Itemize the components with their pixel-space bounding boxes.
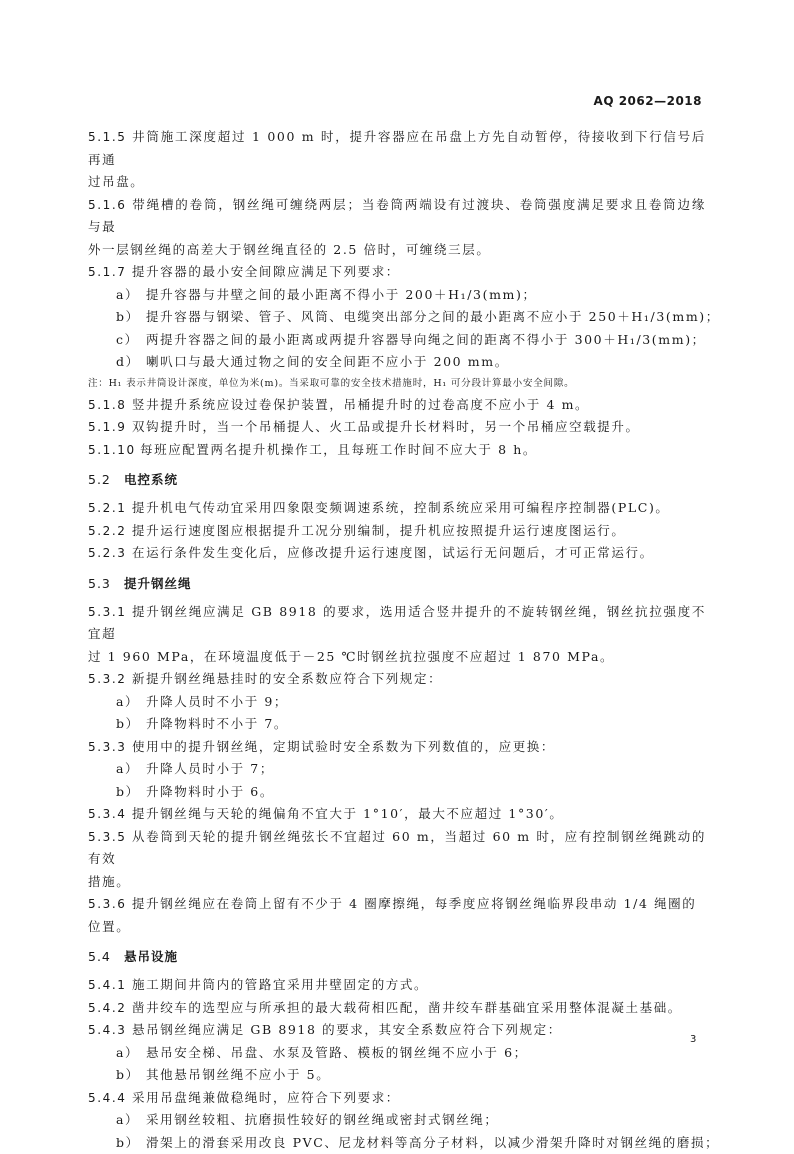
clause-number: 5.2.2	[88, 520, 132, 543]
list-item-text: 两提升容器之间的最小距离或两提升容器导向绳之间的距离不得小于 300＋H₁/3(mm)；	[146, 332, 706, 347]
list-item	[88, 1042, 706, 1065]
list-item-text: 升降物料时不小于 7。	[146, 716, 288, 731]
list-marker: b）	[116, 1132, 146, 1154]
clause-5-3-4	[88, 803, 706, 826]
list-item	[88, 1132, 706, 1154]
clause-number: 5.1.10	[88, 439, 140, 462]
clause-5-1-5	[88, 126, 706, 171]
section-number: 5.4	[88, 946, 124, 968]
clause-number: 5.2.3	[88, 542, 132, 565]
clause-5-2-3	[88, 542, 706, 565]
clause-number: 5.4.4	[88, 1087, 132, 1110]
clause-number: 5.4.1	[88, 974, 132, 997]
clause-text: 提升机电气传动宜采用四象限变频调速系统，控制系统应采用可编程序控制器(PLC)。	[132, 500, 670, 515]
clause-number: 5.3.1	[88, 601, 132, 624]
list-item	[88, 351, 706, 374]
clause-text: 提升钢丝绳应满足 GB 8918 的要求，选用适合竖井提升的不旋转钢丝绳，钢丝抗拉强度不宜超	[88, 604, 706, 642]
clause-number: 5.1.5	[88, 126, 132, 149]
clause-text: 井筒施工深度超过 1 000 m 时，提升容器应在吊盘上方先自动暂停，待接收到下行信号后再通	[88, 129, 706, 167]
list-marker: b）	[116, 306, 146, 329]
clause-text: 每班应配置两名提升机操作工，且每班工作时间不应大于 8 h。	[140, 442, 537, 457]
list-marker: d）	[116, 351, 146, 374]
clause-5-2-2	[88, 520, 706, 543]
clause-5-3-5-continued: 措施。	[88, 871, 706, 894]
clause-5-4-1	[88, 974, 706, 997]
clause-5-3-1	[88, 601, 706, 646]
list-marker: b）	[116, 1064, 146, 1087]
list-item	[88, 306, 706, 329]
list-item	[88, 1109, 706, 1132]
note-5-1-7: 注：H₁ 表示井筒设计深度，单位为米(m)。当采取可靠的安全技术措施时，H₁ 可分段计算最小安全间隙。	[88, 374, 706, 394]
clause-text: 提升钢丝绳应在卷筒上留有不少于 4 圈摩擦绳，每季度应将钢丝绳临界段串动 1/4 绳圈的	[132, 896, 696, 911]
list-item	[88, 691, 706, 714]
clause-5-4-3	[88, 1019, 706, 1042]
list-item-text: 升降物料时小于 6。	[146, 784, 274, 799]
section-number: 5.2	[88, 469, 124, 491]
clause-5-4-2	[88, 997, 706, 1020]
list-item-text: 升降人员时小于 7；	[146, 761, 274, 776]
clause-text: 凿井绞车的选型应与所承担的最大载荷相匹配，凿井绞车群基础宜采用整体混凝土基础。	[132, 1000, 682, 1015]
list-item	[88, 284, 706, 307]
clause-number: 5.3.6	[88, 893, 132, 916]
list-item-text: 悬吊安全梯、吊盘、水泵及管路、模板的钢丝绳不应小于 6；	[146, 1045, 528, 1060]
list-marker: b）	[116, 781, 146, 804]
clause-text: 双钩提升时，当一个吊桶提人、火工品或提升长材料时，另一个吊桶应空载提升。	[132, 419, 640, 434]
clause-5-1-5-continued: 过吊盘。	[88, 171, 706, 194]
list-item-text: 其他悬吊钢丝绳不应小于 5。	[146, 1067, 330, 1082]
list-item	[88, 758, 706, 781]
list-marker: a）	[116, 758, 146, 781]
clause-text: 提升钢丝绳与天轮的绳偏角不宜大于 1°10′，最大不应超过 1°30′。	[132, 806, 563, 821]
clause-number: 5.2.1	[88, 497, 132, 520]
list-item-text: 升降人员时不小于 9；	[146, 694, 288, 709]
clause-5-3-2	[88, 668, 706, 691]
section-title: 提升钢丝绳	[124, 576, 192, 591]
clause-number: 5.3.4	[88, 803, 132, 826]
clause-text: 从卷筒到天轮的提升钢丝绳弦长不宜超过 60 m，当超过 60 m 时，应有控制钢丝绳跳动的有效	[88, 829, 706, 867]
list-marker: c）	[116, 329, 146, 352]
list-item	[88, 329, 706, 352]
clause-number: 5.4.2	[88, 997, 132, 1020]
clause-text: 悬吊钢丝绳应满足 GB 8918 的要求，其安全系数应符合下列规定：	[132, 1022, 562, 1037]
section-title: 悬吊设施	[124, 949, 178, 964]
clause-5-4-4	[88, 1087, 706, 1110]
page-body	[88, 126, 706, 1154]
section-number: 5.3	[88, 573, 124, 595]
clause-number: 5.3.5	[88, 826, 132, 849]
clause-number: 5.4.3	[88, 1019, 132, 1042]
clause-5-3-6	[88, 893, 706, 916]
clause-5-3-1-continued: 过 1 960 MPa，在环境温度低于－25 ℃时钢丝抗拉强度不应超过 1 870 MPa。	[88, 646, 706, 669]
section-heading-5-4	[88, 946, 706, 968]
list-item-text: 提升容器与钢梁、管子、风筒、电缆突出部分之间的最小距离不应小于 250＋H₁/3(mm)；	[146, 309, 720, 324]
clause-number: 5.1.8	[88, 394, 132, 417]
clause-number: 5.1.6	[88, 194, 132, 217]
list-item	[88, 713, 706, 736]
clause-text: 在运行条件发生变化后，应修改提升运行速度图，试运行无问题后，才可正常运行。	[132, 545, 654, 560]
clause-5-3-5	[88, 826, 706, 871]
clause-5-2-1	[88, 497, 706, 520]
list-item	[88, 1064, 706, 1087]
list-marker: a）	[116, 1042, 146, 1065]
clause-number: 5.3.3	[88, 736, 132, 759]
document-code: AQ 2062—2018	[594, 94, 702, 108]
clause-text: 提升运行速度图应根据提升工况分别编制，提升机应按照提升运行速度图运行。	[132, 523, 626, 538]
list-item-text: 提升容器与井壁之间的最小距离不得小于 200＋H₁/3(mm)；	[146, 287, 537, 302]
list-item	[88, 781, 706, 804]
list-marker: a）	[116, 284, 146, 307]
section-title: 电控系统	[124, 472, 178, 487]
clause-5-1-6	[88, 194, 706, 239]
clause-text: 带绳槽的卷筒，钢丝绳可缠绕两层；当卷筒两端设有过渡块、卷筒强度满足要求且卷筒边缘与最	[88, 197, 706, 235]
clause-text: 施工期间井筒内的管路宜采用井壁固定的方式。	[132, 977, 428, 992]
clause-number: 5.1.9	[88, 416, 132, 439]
clause-text: 使用中的提升钢丝绳，定期试验时安全系数为下列数值的，应更换：	[132, 739, 555, 754]
clause-text: 采用吊盘绳兼做稳绳时，应符合下列要求：	[132, 1090, 400, 1105]
list-item-text: 喇叭口与最大通过物之间的安全间距不应小于 200 mm。	[146, 354, 509, 369]
clause-5-3-3	[88, 736, 706, 759]
clause-5-3-6-continued: 位置。	[88, 916, 706, 939]
clause-5-1-9	[88, 416, 706, 439]
clause-5-1-6-continued: 外一层钢丝绳的高差大于钢丝绳直径的 2.5 倍时，可缠绕三层。	[88, 239, 706, 262]
list-item-text: 滑架上的滑套采用改良 PVC、尼龙材料等高分子材料，以减少滑架升降时对钢丝绳的磨损；	[146, 1135, 719, 1150]
list-marker: b）	[116, 713, 146, 736]
clause-number: 5.1.7	[88, 261, 132, 284]
section-heading-5-3	[88, 573, 706, 595]
page-number: 3	[690, 1034, 696, 1045]
clause-text: 新提升钢丝绳悬挂时的安全系数应符合下列规定：	[132, 671, 442, 686]
clause-number: 5.3.2	[88, 668, 132, 691]
list-marker: a）	[116, 1109, 146, 1132]
clause-text: 竖井提升系统应设过卷保护装置，吊桶提升时的过卷高度不应小于 4 m。	[132, 397, 589, 412]
section-heading-5-2	[88, 469, 706, 491]
list-marker: a）	[116, 691, 146, 714]
clause-5-1-10	[88, 439, 706, 462]
clause-5-1-7	[88, 261, 706, 284]
list-item-text: 采用钢丝较粗、抗磨损性较好的钢丝绳或密封式钢丝绳；	[146, 1112, 499, 1127]
clause-text: 提升容器的最小安全间隙应满足下列要求：	[132, 264, 400, 279]
clause-5-1-8	[88, 394, 706, 417]
